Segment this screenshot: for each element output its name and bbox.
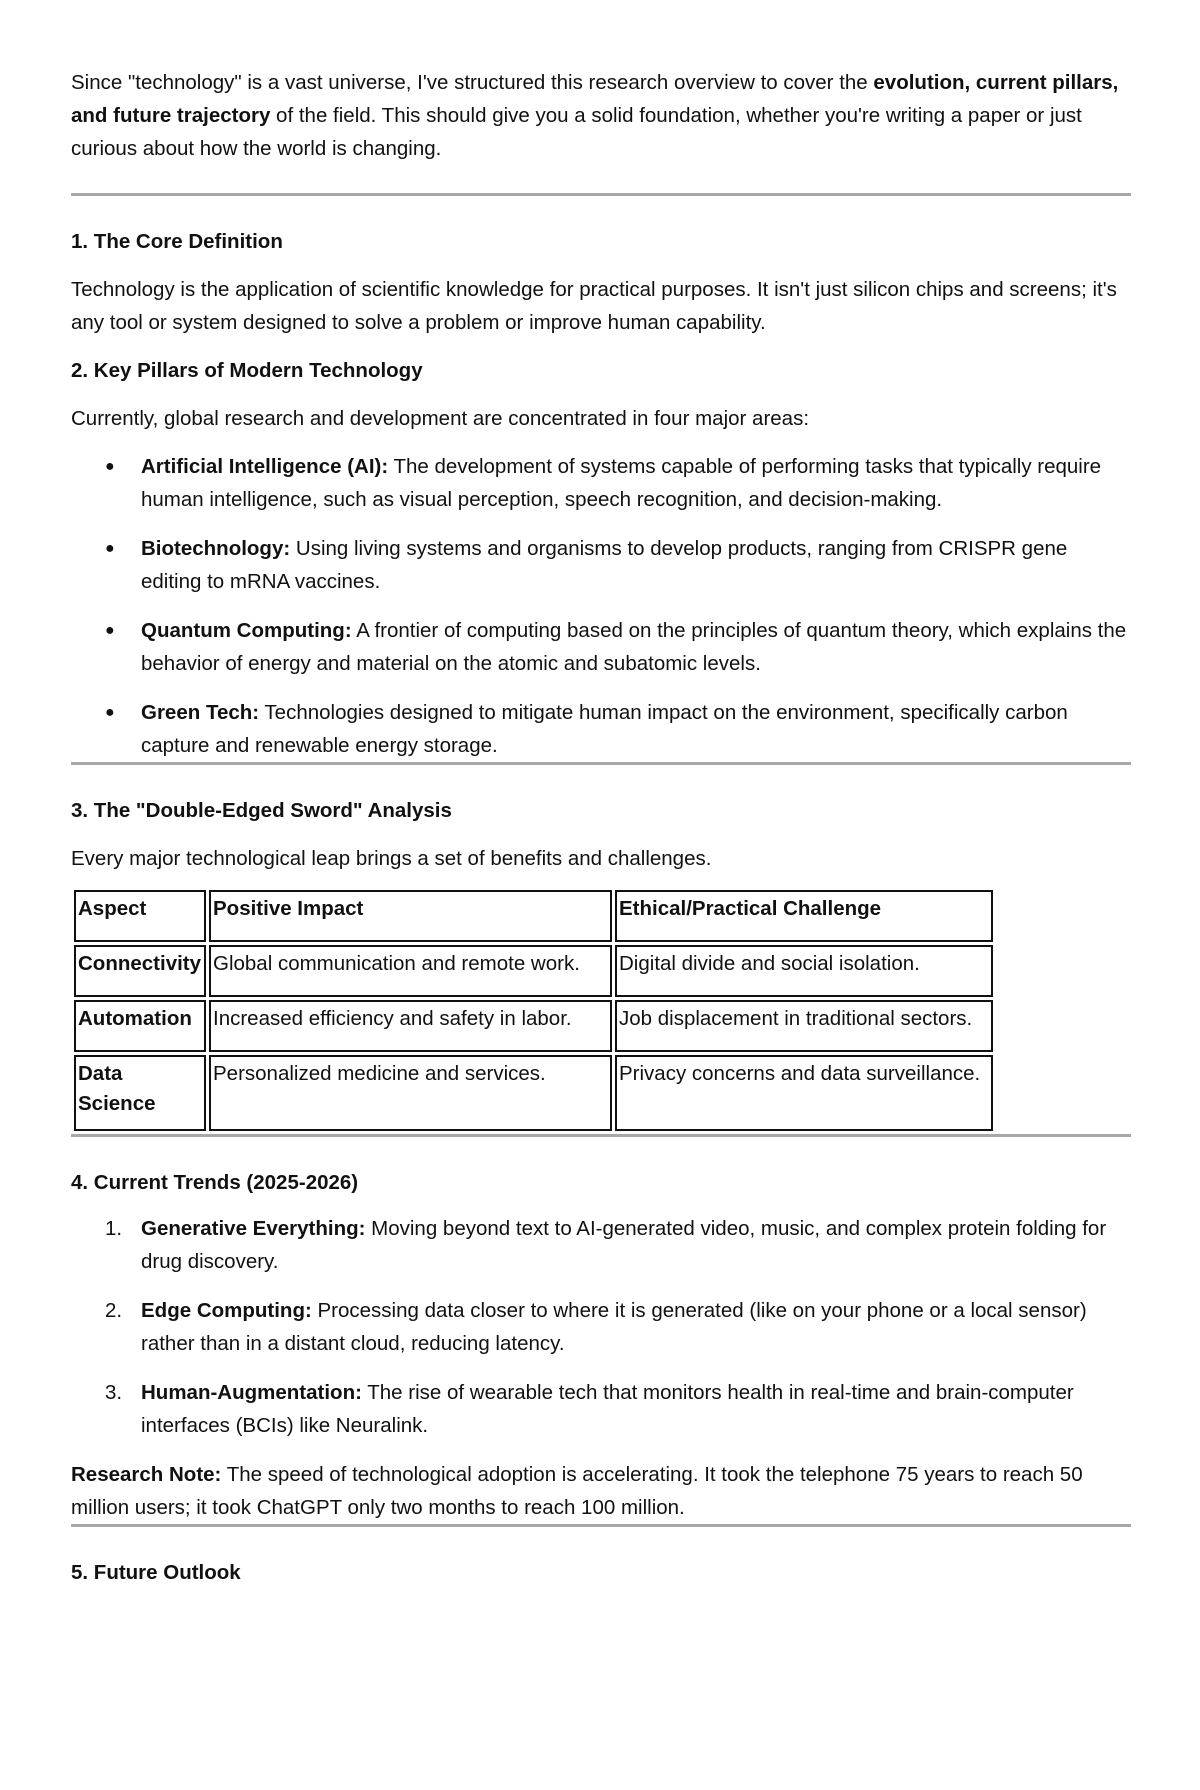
section-1-body: Technology is the application of scientific knowledge for practical purposes. It isn't just silicon chips and screens; it's any tool or system designed to solve a problem or improve human capability. <box>71 278 1117 334</box>
list-item-text: The development of systems capable of performing tasks that typically require human intelligence, such as visual perception, speech recognition, and decision-making. <box>141 455 1102 511</box>
table-row <box>74 1000 993 1052</box>
list-item-term: Quantum Computing: <box>141 619 352 642</box>
list-item <box>71 450 1131 516</box>
research-note-label: Research Note: <box>71 1463 222 1486</box>
list-item-text: Using living systems and organisms to develop products, ranging from CRISPR gene editing to mRNA vaccines. <box>141 537 1068 593</box>
table-cell-aspect: Connectivity <box>74 945 206 997</box>
trends-list <box>71 1212 1131 1442</box>
list-item-term: Green Tech: <box>141 701 260 724</box>
section-3-heading: 3. The "Double-Edged Sword" Analysis <box>71 799 452 822</box>
list-item-term: Generative Everything: <box>141 1217 366 1240</box>
list-item <box>71 532 1131 598</box>
table-row <box>74 1055 993 1131</box>
document-page <box>71 66 1131 1589</box>
bullet-icon: ● <box>105 704 115 721</box>
list-item <box>71 1294 1131 1360</box>
section-1-heading: 1. The Core Definition <box>71 230 283 253</box>
table-cell-aspect: Automation <box>74 1000 206 1052</box>
section-2-heading: 2. Key Pillars of Modern Technology <box>71 359 423 382</box>
list-item-term: Artificial Intelligence (AI): <box>141 455 389 478</box>
list-item <box>71 1376 1131 1442</box>
list-item <box>71 1212 1131 1278</box>
list-item-text: Moving beyond text to AI-generated video, music, and complex protein folding for drug discovery. <box>141 1217 1107 1273</box>
impact-table <box>71 887 996 1134</box>
list-number: 1. <box>105 1217 123 1240</box>
list-number: 3. <box>105 1381 123 1404</box>
table-cell: Increased efficiency and safety in labor. <box>209 1000 612 1052</box>
research-note <box>71 1458 1131 1524</box>
table-cell: Privacy concerns and data surveillance. <box>615 1055 993 1131</box>
table-row <box>74 945 993 997</box>
list-item-term: Edge Computing: <box>141 1299 312 1322</box>
research-note-text: The speed of technological adoption is accelerating. It took the telephone 75 years to reach 50 million users; it took ChatGPT only two months to reach 100 million. <box>71 1463 1083 1519</box>
table-cell: Job displacement in traditional sectors. <box>615 1000 993 1052</box>
list-item <box>71 696 1131 762</box>
table-header-cell: Positive Impact <box>209 890 612 942</box>
pillars-list <box>71 450 1131 762</box>
table-header-cell: Ethical/Practical Challenge <box>615 890 993 942</box>
intro-text-end: of the field. This should give you a solid foundation, whether you're writing a paper or just curious about how the world is changing. <box>71 104 1082 160</box>
list-item <box>71 614 1131 680</box>
table-cell: Digital divide and social isolation. <box>615 945 993 997</box>
list-item-term: Biotechnology: <box>141 537 291 560</box>
intro-paragraph <box>71 66 1131 165</box>
list-item-text: Technologies designed to mitigate human impact on the environment, specifically carbon capture and renewable energy storage. <box>141 701 1068 757</box>
list-item-text: The rise of wearable tech that monitors health in real-time and brain-computer interfaces (BCIs) like Neuralink. <box>141 1381 1074 1437</box>
section-2-intro: Currently, global research and development are concentrated in four major areas: <box>71 407 810 430</box>
section-5-heading: 5. Future Outlook <box>71 1561 241 1584</box>
list-item-text: A frontier of computing based on the principles of quantum theory, which explains the behavior of energy and material on the atomic and subatomic levels. <box>141 619 1127 675</box>
section-4-heading: 4. Current Trends (2025-2026) <box>71 1171 359 1194</box>
bullet-icon: ● <box>105 622 115 639</box>
divider <box>71 193 1131 196</box>
intro-text-start: Since "technology" is a vast universe, I've structured this research overview to cover the <box>71 71 874 94</box>
bullet-icon: ● <box>105 458 115 475</box>
table-cell: Personalized medicine and services. <box>209 1055 612 1131</box>
table-header-cell: Aspect <box>74 890 206 942</box>
list-item-text: Processing data closer to where it is generated (like on your phone or a local sensor) rather than in a distant cloud, reducing latency. <box>141 1299 1087 1355</box>
divider <box>71 762 1131 765</box>
section-3-intro: Every major technological leap brings a set of benefits and challenges. <box>71 847 712 870</box>
list-item-term: Human-Augmentation: <box>141 1381 362 1404</box>
divider <box>71 1134 1131 1137</box>
list-number: 2. <box>105 1299 123 1322</box>
table-header-row <box>74 890 993 942</box>
divider <box>71 1524 1131 1527</box>
table-cell-aspect: Data Science <box>74 1055 206 1131</box>
intro-bold-phrase: evolution, current pillars, and future trajectory <box>71 71 1119 127</box>
bullet-icon: ● <box>105 540 115 557</box>
table-cell: Global communication and remote work. <box>209 945 612 997</box>
